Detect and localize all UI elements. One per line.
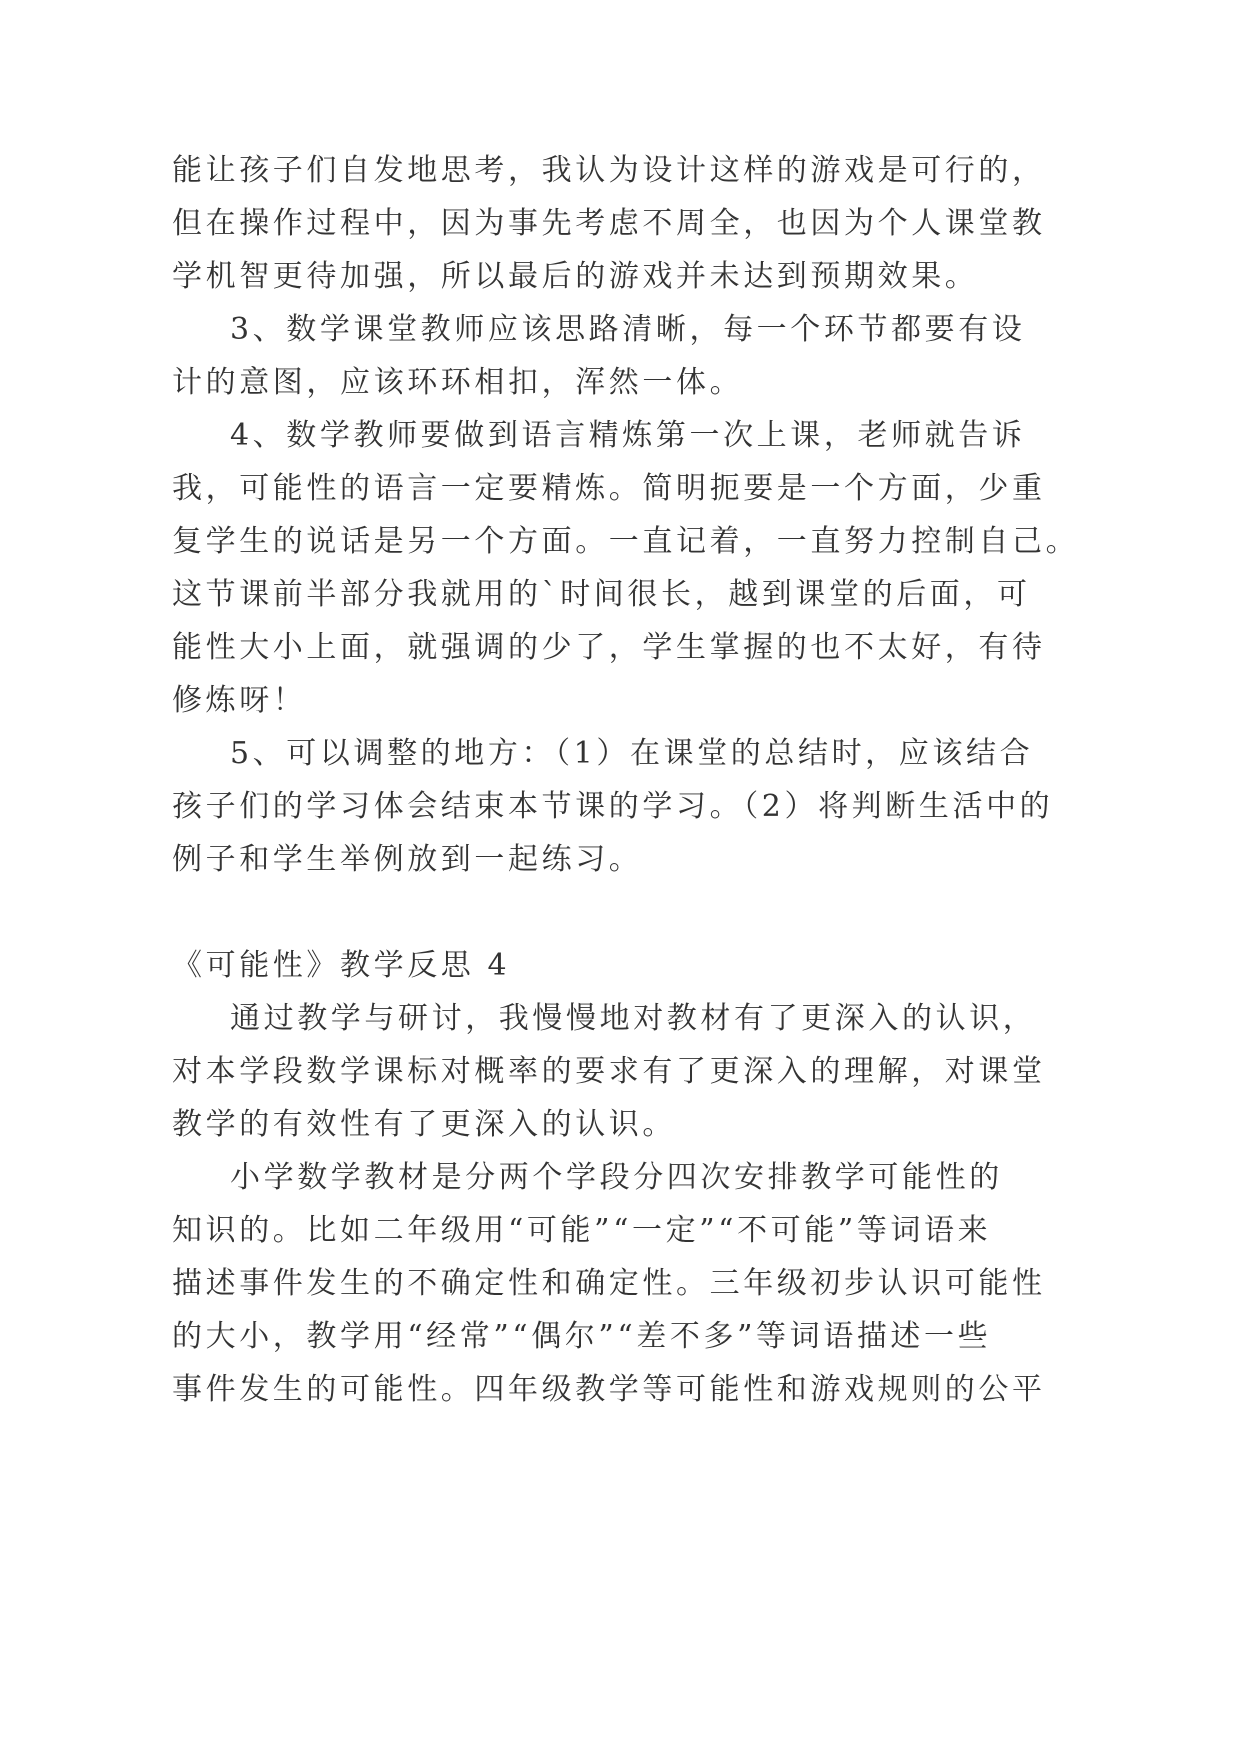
text-line: 孩子们的学习体会结束本节课的学习。（2）将判断生活中的 [172, 789, 1054, 824]
text-line: 复学生的说话是另一个方面。一直记着，一直努力控制自己。 [172, 524, 1080, 559]
text-line: 但在操作过程中，因为事先考虑不周全，也因为个人课堂教 [172, 206, 1046, 241]
text-line: 教学的有效性有了更深入的认识。 [172, 1107, 676, 1142]
text-line: 3、数学课堂教师应该思路清晰，每一个环节都要有设 [230, 312, 1026, 347]
text-line: 小学数学教材是分两个学段分四次安排教学可能性的 [230, 1160, 1003, 1195]
text-line: 计的意图，应该环环相扣，浑然一体。 [172, 365, 744, 400]
text-line: 事件发生的可能性。四年级教学等可能性和游戏规则的公平 [172, 1372, 1046, 1407]
text-line: 我，可能性的语言一定要精炼。简明扼要是一个方面，少重 [172, 471, 1046, 506]
section-heading: 《可能性》教学反思 4 [172, 948, 511, 983]
text-line: 例子和学生举例放到一起练习。 [172, 842, 643, 877]
text-line: 通过教学与研讨，我慢慢地对教材有了更深入的认识， [230, 1001, 1037, 1036]
text-line: 5、可以调整的地方：（1）在课堂的总结时，应该结合 [230, 736, 1034, 771]
text-line: 能让孩子们自发地思考，我认为设计这样的游戏是可行的， [172, 153, 1046, 188]
text-line: 对本学段数学课标对概率的要求有了更深入的理解，对课堂 [172, 1054, 1046, 1089]
text-line: 的大小，教学用“经常”“偶尔”“差不多”等词语描述一些 [172, 1319, 992, 1354]
text-line: 知识的。比如二年级用“可能”“一定”“不可能”等词语来 [172, 1213, 992, 1248]
text-line: 描述事件发生的不确定性和确定性。三年级初步认识可能性 [172, 1266, 1046, 1301]
text-line: 能性大小上面，就强调的少了，学生掌握的也不太好，有待 [172, 630, 1046, 665]
text-line: 这节课前半部分我就用的`时间很长，越到课堂的后面，可 [172, 577, 1031, 612]
text-line: 修炼呀！ [172, 683, 307, 718]
text-line: 学机智更待加强，所以最后的游戏并未达到预期效果。 [172, 259, 979, 294]
text-line: 4、数学教师要做到语言精炼第一次上课，老师就告诉 [230, 418, 1026, 453]
